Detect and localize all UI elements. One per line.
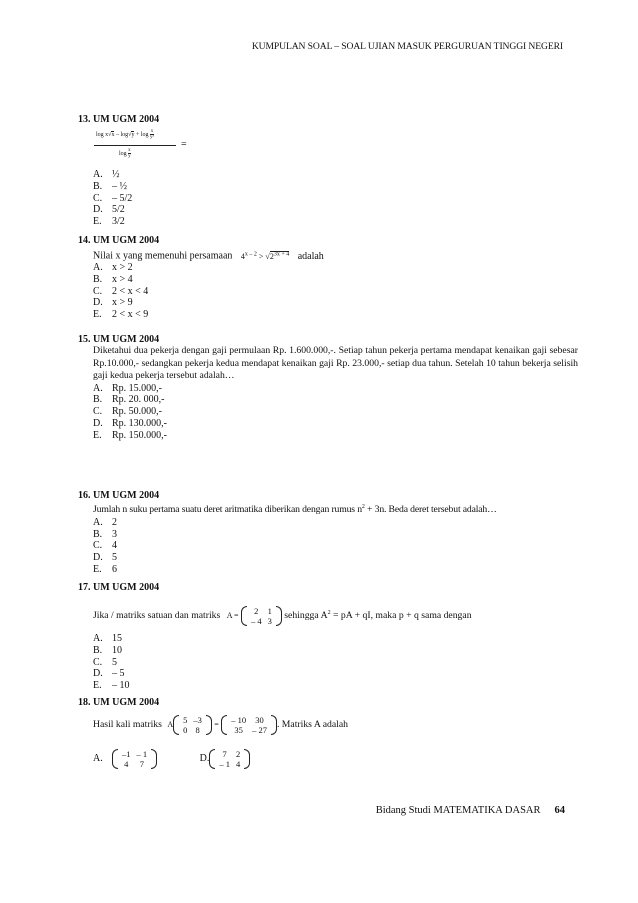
formula-term: y [131,132,135,138]
equals-sign: = [181,139,187,150]
option-e[interactable]: E. Rp. 150.000,- [93,429,167,441]
formula-term: + log [134,132,149,138]
sqrt-icon: √ [265,251,270,261]
stem-text: Nilai x yang memenuhi persamaan [93,250,233,262]
option-a[interactable]: A. –1 – 1 4 7 [93,753,160,764]
option-d[interactable]: D. 5/2 [93,204,125,216]
question-source: UM UGM 2004 [93,490,160,501]
matrix-result: – 10 30 35 – 27 [221,715,277,735]
option-a[interactable]: A. Rp. 15.000,- [93,382,162,394]
option-a-matrix: –1 – 1 4 7 [112,749,157,769]
option-e[interactable]: E. 6 [93,564,117,576]
question-17 [78,582,578,692]
fraction-denominator: y [128,154,131,160]
option-e[interactable]: E. 2 < x < 9 [93,309,149,321]
options-list [93,383,578,442]
option-b[interactable]: B. – ½ [93,180,127,192]
option-d[interactable]: D. 7 2 – 1 4 [200,753,251,764]
question-18 [78,697,578,776]
option-a[interactable]: A. 15 [93,633,122,644]
question-number: 18. [78,697,91,708]
question-number: 14. [78,235,91,246]
option-a[interactable]: A. x > 2 [93,262,133,273]
question-source: UM UGM 2004 [93,114,160,125]
question-source: UM UGM 2004 [93,582,160,593]
option-b[interactable]: B. 10 [93,644,122,656]
option-e[interactable]: E. 3/2 [93,216,125,228]
option-d[interactable]: D. Rp. 130.000,- [93,417,167,429]
question-stem: Hasil kali matriks A 5 –3 0 8 = – 10 30 35 – 27 . Matriks A adalah [93,714,348,735]
option-d[interactable]: D. – 5 [93,668,125,680]
sqrt-icon: √ [108,132,112,138]
question-number: 17. [78,582,91,593]
matrix-name: A [167,720,174,729]
question-13 [78,114,578,228]
inequality: $4^{x - 2} > √2^{3x + 4}$ [240,251,290,261]
question-source: UM UGM 2004 [93,334,160,345]
formula-term: log x [96,132,109,138]
matrix-factor: 5 –3 0 8 [173,715,212,735]
question-source: UM UGM 2004 [93,697,160,708]
page-number: 64 [554,805,565,816]
formula-term: – log [114,132,129,138]
option-c[interactable]: C. Rp. 50.000,- [93,406,162,418]
stem-text: adalah [297,250,324,262]
question-number: 15. [78,334,91,345]
fraction-numerator: x [128,148,131,154]
fraction-bar [94,145,176,146]
log-formula [93,125,578,169]
sqrt-icon: √ [128,132,132,138]
question-stem: Diketahui dua pekerja dengan gaji permulaan Rp. 1.600.000,-. Setiap tahun pekerja pertama mendapat kenaikan gaji sebesar Rp.10.000,- sedangkan pekerja kedua mendapat kenaikan gaji Rp. 23.000,- setiap dua tahun. Setelah 10 tahun bekerja selisih gaji kedua pekerja tersebut adalah… [93,345,578,381]
matrix-a: 2 1 – 4 3 [241,606,282,626]
options-list [93,633,578,692]
matrix-name: A = [226,611,239,621]
option-e[interactable]: E. – 10 [93,680,130,692]
options-list [93,169,578,228]
option-b[interactable]: B. 3 [93,528,117,540]
option-d[interactable]: D. 5 [93,552,117,564]
fraction-denominator: y² [150,135,154,141]
subject-label: Bidang Studi MATEMATIKA DASAR [375,805,541,816]
options-list [93,262,578,321]
page-footer [340,805,565,816]
option-c[interactable]: C. 2 < x < 4 [93,285,149,297]
option-d-matrix: 7 2 – 1 4 [209,749,250,769]
question-number: 16. [78,490,91,501]
option-c[interactable]: C. – 5/2 [93,192,133,204]
formula-term: log [119,151,127,157]
question-stem: Jumlah n suku pertama suatu deret aritmatika diberikan dengan rumus $n^2 + 3n$. Beda deret tersebut adalah… [93,504,497,516]
option-a[interactable]: A. 2 [93,516,117,528]
option-b[interactable]: B. Rp. 20. 000,- [93,394,165,406]
option-b[interactable]: B. x > 4 [93,273,133,285]
question-14 [78,235,578,321]
option-d[interactable]: D. x > 9 [93,297,133,309]
option-c[interactable]: C. 5 [93,656,117,668]
question-stem [93,246,578,262]
option-a[interactable]: A. ½ [93,169,120,180]
question-stem: Jika / matriks satuan dan matriks A = 2 1 – 4 3 sehingga $A^2$ = pA + qI, maka p + q sama dengan [93,606,472,627]
options-list [93,742,578,776]
formula-term: x [111,132,115,138]
page-header: KUMPULAN SOAL – SOAL UJIAN MASUK PERGURUAN TINGGI NEGERI [251,41,563,52]
options-list [93,517,578,576]
question-number: 13. [78,114,91,125]
question-15 [78,334,578,441]
fraction-numerator: x [150,129,154,135]
equals-sign: = [214,720,219,729]
option-c[interactable]: C. 4 [93,540,117,552]
question-16 [78,490,578,576]
question-source: UM UGM 2004 [93,235,160,246]
